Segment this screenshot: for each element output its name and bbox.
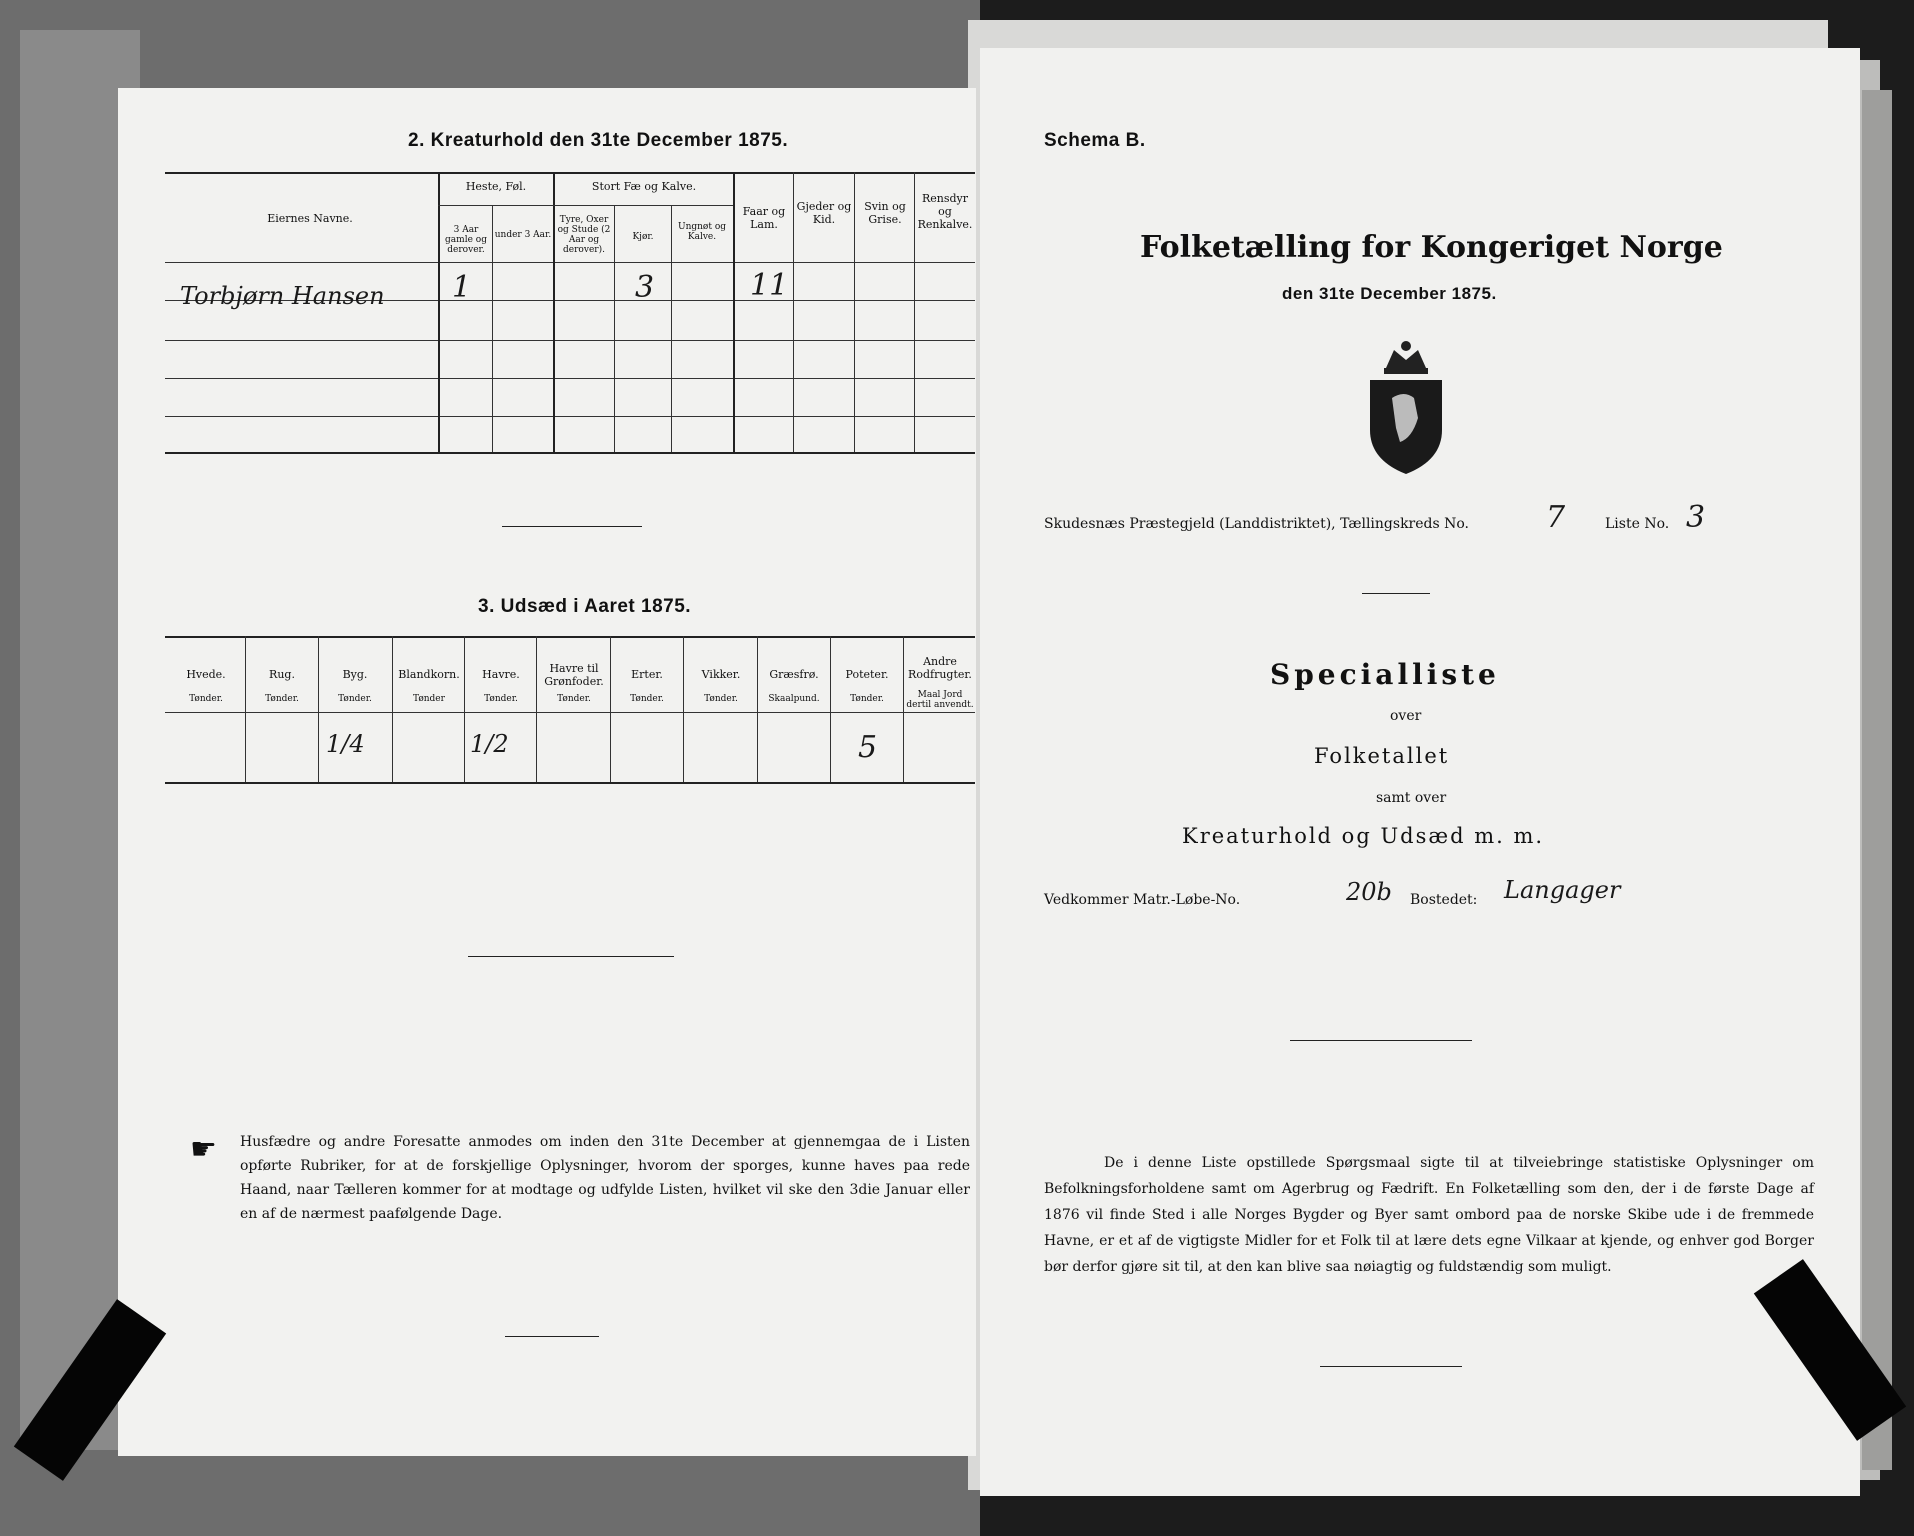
header-cattle: Stort Fæ og Kalve. [591, 180, 697, 193]
table-rule [165, 712, 975, 713]
liste-number: 3 [1686, 500, 1706, 535]
owner-name: Torbjørn Hansen [180, 282, 385, 310]
unit: Tønder. [630, 694, 664, 704]
horses-old-value: 1 [452, 270, 472, 305]
header-horses-young: under 3 Aar. [494, 230, 552, 240]
specialliste-heading: Specialliste [1270, 658, 1500, 691]
table-col [671, 205, 672, 452]
unit: Tønder. [850, 694, 884, 704]
unit: Tønder. [265, 694, 299, 704]
kreaturhold-text: Kreaturhold og Udsæd m. m. [1182, 824, 1545, 848]
header-byg: Byg. [342, 668, 368, 681]
table-col [553, 172, 555, 452]
matr-label: Vedkommer Matr.-Løbe-No. [1044, 892, 1241, 908]
table-col [245, 636, 246, 782]
table-col [536, 636, 537, 782]
explanation-paragraph: De i denne Liste opstillede Spørgsmaal sigte til at tilveiebringe statistiske Oplysninger om Befolkningsforholdene samt om Agerbrug og Fædrift. En Folketælling som den, der i de første Dage af 1876 vil finde Sted i alle Norges Bygder og Byer samt ombord paa de norske Skibe ude i de fremmede Havne, er et af de vigtigste Midler for et Folk til at lære dets egne Vilkaar at kjende, og enhver god Borger bør derfor gjøre sit til, at den kan blive saa nøiagtig og fuldstændig som muligt. [1044, 1155, 1814, 1275]
divider [505, 1336, 599, 1337]
table-col [793, 172, 794, 452]
header-horses-old: 3 Aar gamle og derover. [445, 225, 487, 255]
table-col [318, 636, 319, 782]
table-col [464, 636, 465, 782]
section2-title: 2. Kreaturhold den 31te December 1875. [408, 130, 789, 151]
header-owner: Eiernes Navne. [267, 212, 353, 225]
header-pigs: Svin og Grise. [864, 200, 906, 226]
header-cattle-bulls: Tyre, Oxer og Stude (2 Aar og derover). [557, 215, 611, 255]
divider [1290, 1040, 1472, 1041]
table-col [683, 636, 684, 782]
header-hvede: Hvede. [186, 668, 226, 681]
header-graesfro: Græsfrø. [769, 668, 819, 681]
table-col [392, 636, 393, 782]
header-poteter: Poteter. [845, 668, 889, 681]
table-col [492, 205, 493, 452]
unit: Tønder [413, 694, 445, 704]
unit: Tønder. [484, 694, 518, 704]
cows-value: 3 [635, 270, 655, 305]
district-number: 7 [1546, 500, 1566, 535]
unit: Maal Jord dertil anvendt. [906, 690, 974, 710]
divider [468, 956, 674, 957]
divider [1320, 1366, 1462, 1367]
header-cattle-cows: Kjør. [632, 232, 654, 242]
havre-value: 1/2 [470, 730, 509, 758]
header-cattle-young: Ungnøt og Kalve. [677, 222, 726, 242]
unit: Tønder. [338, 694, 372, 704]
page-stack-edge [1862, 90, 1892, 1470]
unit: Skaalpund. [768, 694, 820, 704]
pointing-hand-icon: ☛ [190, 1132, 217, 1167]
table-rule [165, 782, 975, 784]
unit: Tønder. [189, 694, 223, 704]
table-col [438, 172, 440, 452]
district-label: Skudesnæs Præstegjeld (Landdistriktet), Tællingskreds No. [1044, 516, 1470, 532]
header-andre-rodfrugter: Andre Rodfrugter. [908, 655, 972, 681]
table-col [854, 172, 855, 452]
unit: Tønder. [557, 694, 591, 704]
header-sheep: Faar og Lam. [742, 205, 786, 231]
table-col [914, 172, 915, 452]
table-col [610, 636, 611, 782]
header-reindeer: Rensdyr og Renkalve. [917, 192, 973, 231]
table-col [903, 636, 904, 782]
header-goats: Gjeder og Kid. [796, 200, 852, 226]
header-horses: Heste, Føl. [465, 180, 527, 193]
byg-value: 1/4 [326, 730, 365, 758]
table-col [830, 636, 831, 782]
header-rug: Rug. [269, 668, 295, 681]
header-blandkorn: Blandkorn. [398, 668, 460, 681]
divider [502, 526, 642, 527]
header-erter: Erter. [631, 668, 663, 681]
header-havre-gronfoder: Havre til Grønfoder. [544, 662, 604, 688]
bosted-value: Langager [1504, 876, 1621, 904]
matr-number: 20b [1346, 878, 1392, 906]
census-date: den 31te December 1875. [1282, 284, 1497, 303]
notice-text: Husfædre og andre Foresatte anmodes om inden den 31te December at gjennemgaa de i Listen opførte Rubriker, for at de forskjellige Oplysninger, hvorom der sporges, kunne haves paa rede Haand, naar Tælleren kommer for at modtage og udfylde Listen, hvilket vil ske den 3die Januar eller en af de nærmest paafølgende Dage. [240, 1134, 970, 1222]
unit: Tønder. [704, 694, 738, 704]
poteter-value: 5 [858, 730, 878, 765]
liste-label: Liste No. [1605, 516, 1670, 532]
sheep-value: 11 [750, 268, 789, 303]
header-vikker: Vikker. [701, 668, 741, 681]
divider [1362, 593, 1430, 594]
table-rule [165, 636, 975, 638]
main-title: Folketælling for Kongeriget Norge [1140, 230, 1723, 265]
bosted-label: Bostedet: [1410, 892, 1478, 908]
coat-of-arms-icon [1356, 338, 1456, 478]
folketallet-text: Folketallet [1314, 744, 1450, 768]
over-text: over [1390, 708, 1422, 724]
table-rule [165, 452, 975, 454]
table-col [614, 205, 615, 452]
section3-title: 3. Udsæd i Aaret 1875. [478, 596, 692, 617]
table-col [757, 636, 758, 782]
header-havre: Havre. [482, 668, 520, 681]
schema-label: Schema B. [1044, 130, 1146, 151]
samt-over-text: samt over [1376, 790, 1447, 806]
table-rule [438, 205, 733, 206]
